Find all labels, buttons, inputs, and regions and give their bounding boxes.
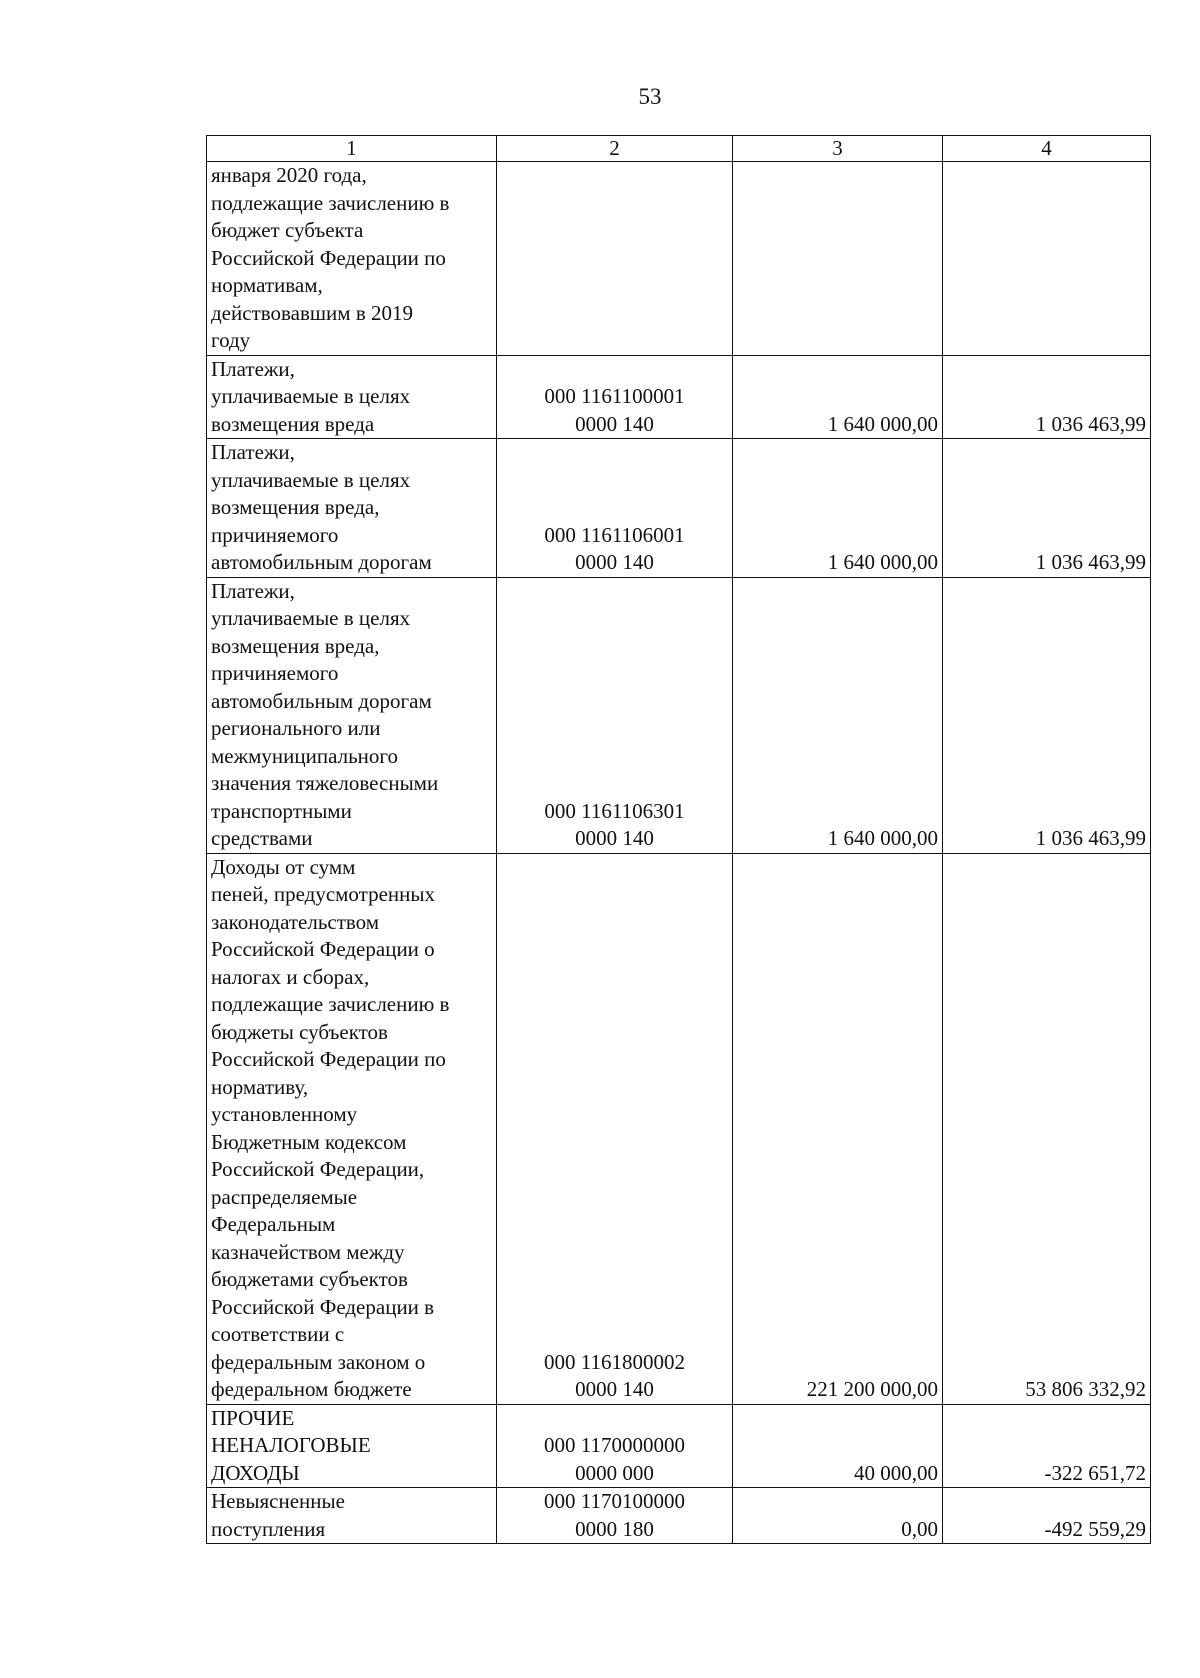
row-fact-cell xyxy=(943,439,1151,578)
row-name-cell-text: Платежи, уплачиваемые в целях возмещения вреда, причиняемого автомобильным дорогам xyxy=(211,440,432,574)
row-fact-cell-text: 1 036 463,99 xyxy=(1035,550,1146,574)
row-name-cell xyxy=(207,577,497,853)
row-name-cell xyxy=(207,439,497,578)
table-row xyxy=(207,439,1151,578)
row-code-cell xyxy=(497,853,733,1404)
row-fact-cell xyxy=(943,1488,1151,1544)
row-name-cell-text: Платежи, уплачиваемые в целях возмещения вреда, причиняемого автомобильным дорогам регионального или межмуниципального значения тяжеловесными транспортными средствами xyxy=(211,578,439,850)
column-header: 2 xyxy=(497,136,733,162)
column-header: 3 xyxy=(733,136,943,162)
row-fact-cell xyxy=(943,853,1151,1404)
table-row xyxy=(207,355,1151,439)
row-name-cell-text: ПРОЧИЕ НЕНАЛОГОВЫЕ ДОХОДЫ xyxy=(211,1405,371,1485)
table-row xyxy=(207,1488,1151,1544)
row-plan-cell xyxy=(733,577,943,853)
row-plan-cell-text: 1 640 000,00 xyxy=(827,550,938,574)
row-name-cell-text: Невыясненные поступления xyxy=(211,1489,345,1541)
row-fact-cell-text: 1 036 463,99 xyxy=(1035,411,1146,436)
row-name-cell xyxy=(207,355,497,439)
row-name-cell-text: Платежи, уплачиваемые в целях возмещения вреда xyxy=(211,356,411,436)
column-header: 4 xyxy=(943,136,1151,162)
table-row xyxy=(207,1404,1151,1488)
row-code-cell-text: 000 1170000000 0000 000 xyxy=(544,1433,685,1485)
row-name-cell xyxy=(207,162,497,356)
row-fact-cell-text: -492 559,29 xyxy=(1044,1516,1146,1541)
row-code-cell-text: 000 1161106001 0000 140 xyxy=(544,522,685,574)
row-code-cell xyxy=(497,439,733,578)
row-plan-cell xyxy=(733,1404,943,1488)
row-plan-cell-text: 221 200 000,00 xyxy=(806,1377,938,1401)
row-fact-cell xyxy=(943,1404,1151,1488)
row-code-cell xyxy=(497,1488,733,1544)
table-row xyxy=(207,577,1151,853)
row-plan-cell-text: 1 640 000,00 xyxy=(827,411,938,436)
row-name-cell-text: января 2020 года, подлежащие зачислению в бюджет субъекта Российской Федерации по нормативам, действовавшим в 2019 году xyxy=(211,163,450,352)
row-code-cell-text: 000 1161800002 0000 140 xyxy=(544,1349,685,1401)
row-fact-cell xyxy=(943,577,1151,853)
row-plan-cell xyxy=(733,853,943,1404)
row-code-cell xyxy=(497,1404,733,1488)
table-row xyxy=(207,853,1151,1404)
column-header: 1 xyxy=(207,136,497,162)
row-fact-cell xyxy=(943,355,1151,439)
row-code-cell-text: 000 1161106301 0000 140 xyxy=(544,798,685,850)
row-fact-cell-text: -322 651,72 xyxy=(1044,1460,1146,1485)
row-code-cell-text: 000 1161100001 0000 140 xyxy=(544,384,685,436)
row-plan-cell-text: 1 640 000,00 xyxy=(827,826,938,850)
table-row xyxy=(207,162,1151,356)
row-code-cell xyxy=(497,162,733,356)
row-code-cell xyxy=(497,577,733,853)
row-fact-cell-text: 53 806 332,92 xyxy=(1025,1377,1146,1401)
row-plan-cell-text: 0,00 xyxy=(901,1516,938,1541)
budget-table xyxy=(206,135,1151,1544)
row-fact-cell-text: 1 036 463,99 xyxy=(1035,826,1146,850)
row-name-cell xyxy=(207,1404,497,1488)
row-fact-cell xyxy=(943,162,1151,356)
row-plan-cell xyxy=(733,439,943,578)
row-plan-cell xyxy=(733,355,943,439)
row-plan-cell xyxy=(733,1488,943,1544)
row-plan-cell-text: 40 000,00 xyxy=(854,1460,938,1485)
row-name-cell xyxy=(207,853,497,1404)
row-code-cell xyxy=(497,355,733,439)
row-plan-cell xyxy=(733,162,943,356)
row-name-cell xyxy=(207,1488,497,1544)
row-name-cell-text: Доходы от сумм пеней, предусмотренных законодательством Российской Федерации о налогах и сборах, подлежащие зачислению в бюджеты субъектов Российской Федерации по нормативу, установленному Бюджетным кодексом Российской Федерации, распределяемые Федеральным казначейством между бюджетами субъектов Российской Федерации в соответствии с федеральным законом о федеральном бюджете xyxy=(211,854,450,1401)
page-number: 53 xyxy=(638,84,662,109)
table-header-row xyxy=(207,136,1151,162)
row-code-cell-text: 000 1170100000 0000 180 xyxy=(544,1489,685,1541)
